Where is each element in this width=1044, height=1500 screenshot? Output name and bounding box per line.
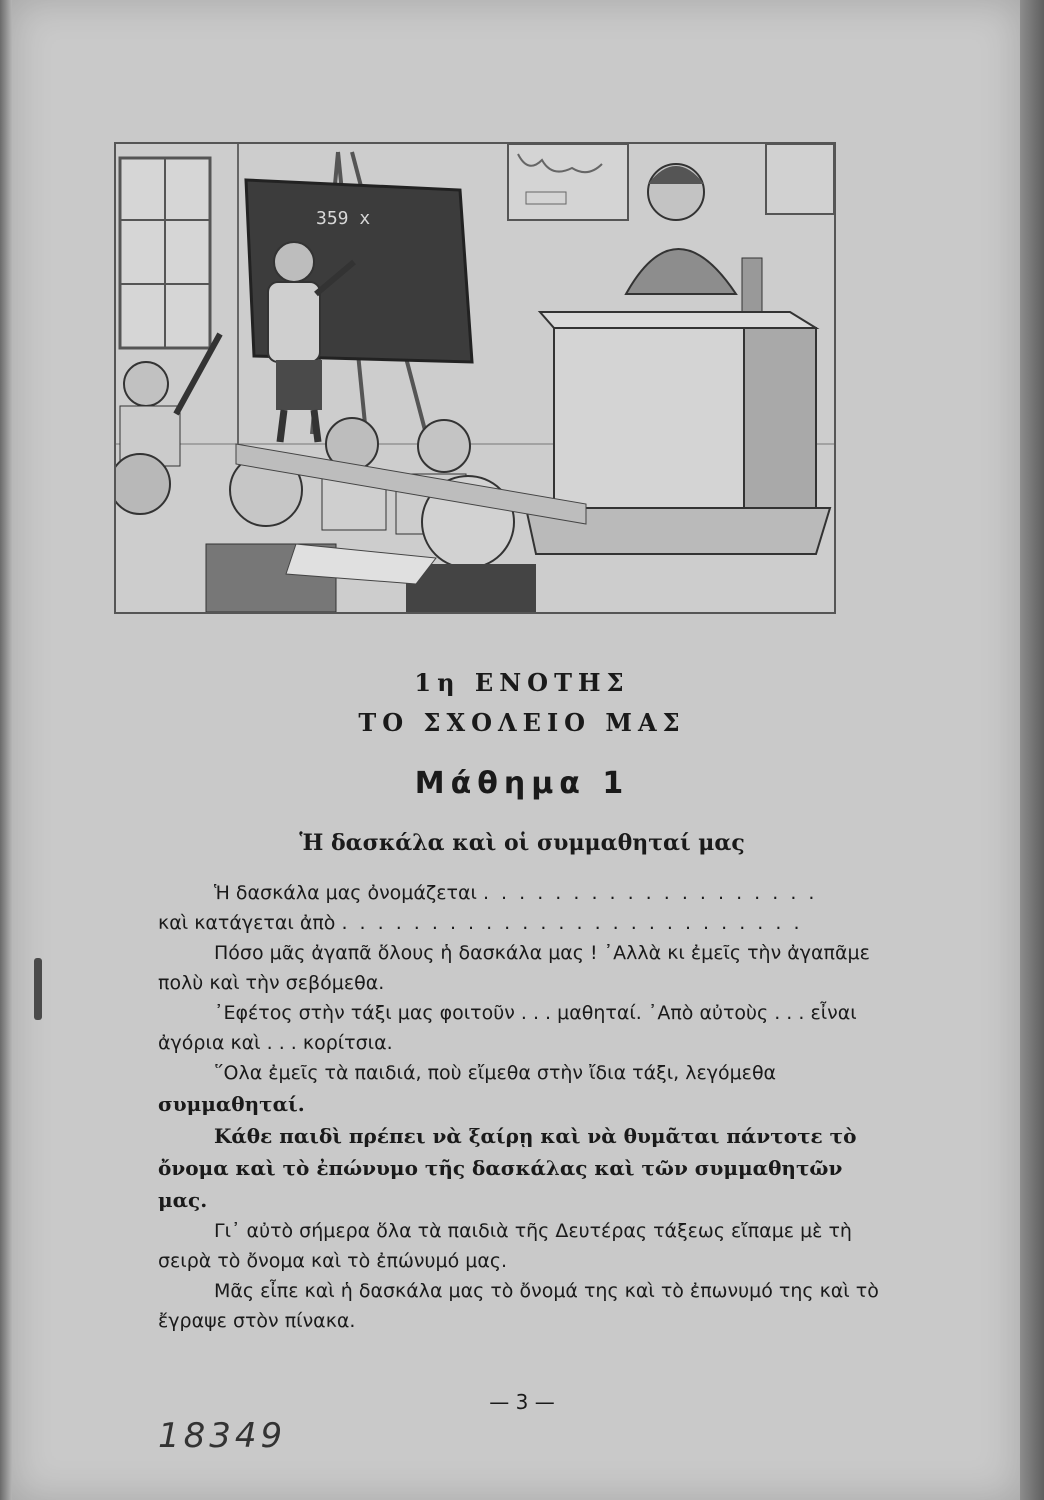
paragraph-4: ῞Ολα ἐμεῖς τὰ παιδιά, ποὺ εἴμεθα στὴν ἴδια τάξι, λεγόμεθα συμμαθηταί. [158, 1062, 777, 1116]
fill-in-dots: . . . . . . . . . . . . . . . . . . . [482, 882, 818, 904]
paragraph-1-line-1: Ἡ δασκάλα μας ὀνομάζεται . . . . . . . . . . . . . . . . . . . [214, 882, 818, 904]
window-icon [120, 158, 210, 348]
staple-icon [34, 958, 42, 1020]
fill-in-dots: . . . . . . . . . . . . . . . . . . . . . . . . . . [341, 912, 803, 934]
paragraph-5: Κάθε παιδὶ πρέπει νὰ ξαίρῃ καὶ νὰ θυμᾶται πάντοτε τὸ ὄνομα καὶ τὸ ἐπώνυμο τῆς δασκάλας καὶ τῶν συμμαθητῶν μας. [158, 1124, 857, 1212]
blackboard-text: 359 x [316, 208, 371, 229]
paragraph-3: ᾿Εφέτος στὴν τάξι μας φοιτοῦν . . . μαθηταί. ᾿Απὸ αὐτοὺς . . . εἶναι ἀγόρια καὶ . . . κορίτσια. [158, 1002, 857, 1054]
lesson-subtitle: Ἡ δασκάλα καὶ οἱ συμμαθηταί μας [299, 830, 745, 856]
paragraph-7: Μᾶς εἶπε καὶ ἡ δασκάλα μας τὸ ὄνομά της καὶ τὸ ἐπωνυμό της καὶ τὸ ἔγραψε στὸν πίνακα. [158, 1280, 879, 1332]
book-spine [0, 0, 12, 1500]
classroom-illustration [114, 142, 836, 614]
unit-heading: 1η ΕΝΟΤΗΣ [414, 668, 630, 697]
map-icon [508, 144, 628, 220]
paragraph-6: Γι᾿ αὐτὸ σήμερα ὅλα τὰ παιδιὰ τῆς Δευτέρας τάξεως εἴπαμε μὲ τὴ σειρὰ τὸ ὄνομα καὶ τὸ ἐπώνυμό μας. [158, 1220, 852, 1272]
lesson-title: Μάθημα 1 [414, 766, 630, 801]
bold-word: συμμαθηταί. [158, 1092, 305, 1116]
handwritten-inventory-number: 18349 [158, 1416, 287, 1456]
paragraph-1-line-2: καὶ κατάγεται ἀπὸ . . . . . . . . . . . . . . . . . . . . . . . . . . [158, 912, 803, 934]
lesson-text [158, 878, 884, 1336]
paragraph-2: Πόσο μᾶς ἀγαπᾶ ὅλους ἡ δασκάλα μας ! ᾿Αλλὰ κι ἐμεῖς τὴν ἀγαπᾶμε πολὺ καὶ τὴν σεβόμεθα. [158, 942, 870, 994]
page-edge [1020, 0, 1044, 1500]
unit-title: ΤΟ ΣΧΟΛΕΙΟ ΜΑΣ [358, 708, 686, 737]
page-number: — 3 — [489, 1390, 555, 1414]
